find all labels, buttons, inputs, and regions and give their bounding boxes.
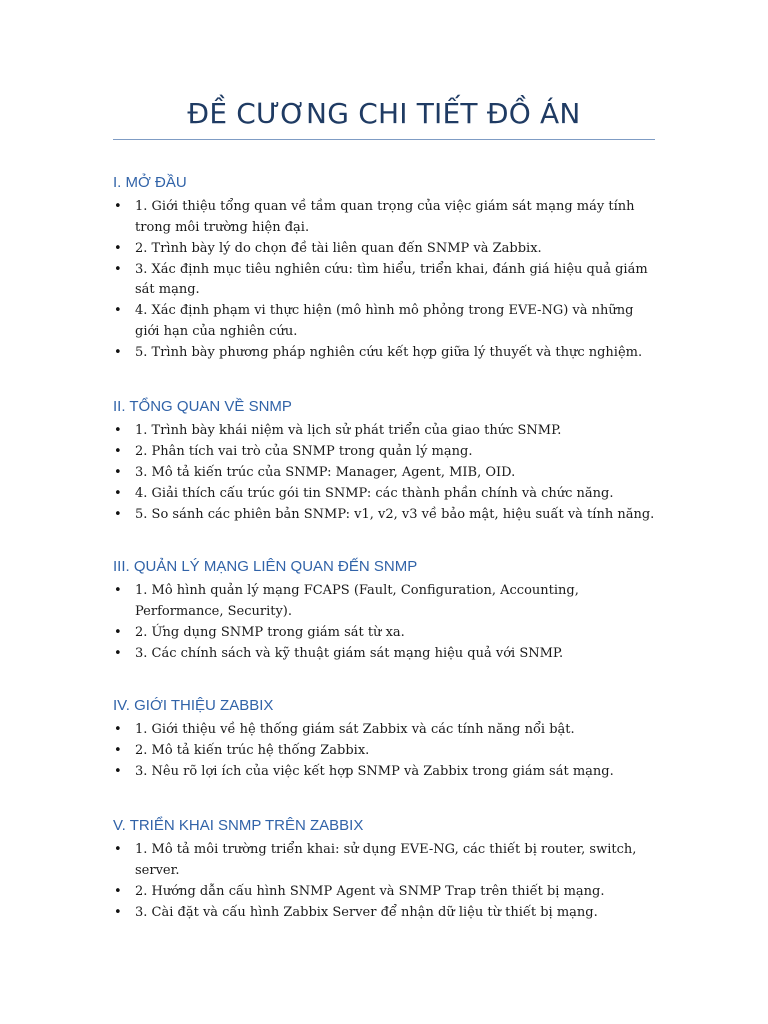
section-item-list [113,197,658,363]
list-item-text: 1. Trình bày khái niệm và lịch sử phát triển của giao thức SNMP. [135,423,562,438]
bullet-icon: • [114,199,122,214]
bullet-icon: • [114,764,122,779]
section-item-list [113,840,658,923]
list-item [113,882,658,903]
list-item-text: 1. Mô tả môi trường triển khai: sử dụng EVE-NG, các thiết bị router, switch, server. [135,842,637,878]
section-item-list [113,720,658,783]
bullet-icon: • [114,444,122,459]
document-title: ĐỀ CƯƠNG CHI TIẾT ĐỒ ÁN [187,97,581,130]
section-zabbix-intro [113,695,658,783]
list-item-text: 4. Giải thích cấu trúc gói tin SNMP: các thành phần chính và chức năng. [135,486,614,501]
list-item [113,197,658,238]
list-item-text: 3. Mô tả kiến trúc của SNMP: Manager, Agent, MIB, OID. [135,465,516,480]
list-item-text: 3. Xác định mục tiêu nghiên cứu: tìm hiểu, triển khai, đánh giá hiệu quả giám sát mạng. [135,261,648,297]
bullet-icon: • [114,743,122,758]
section-introduction [113,172,658,364]
title-divider [113,139,655,140]
bullet-icon: • [114,240,122,256]
list-item [113,442,658,463]
section-heading: IV. GIỚI THIỆU ZABBIX [113,697,274,714]
list-item-text: 5. So sánh các phiên bản SNMP: v1, v2, v3 về bảo mật, hiệu suất và tính năng. [135,507,655,522]
list-item [113,505,658,526]
list-item [113,343,658,364]
bullet-icon: • [114,645,122,661]
list-item [113,260,658,301]
list-item [113,741,658,762]
list-item [113,903,658,924]
bullet-icon: • [114,303,122,318]
list-item [113,301,658,342]
bullet-icon: • [114,583,122,598]
section-item-list [113,581,658,664]
bullet-icon: • [114,883,122,899]
list-item [113,581,658,622]
bullet-icon: • [114,842,122,857]
list-item-text: 2. Phân tích vai trò của SNMP trong quản lý mạng. [135,444,473,459]
section-snmp-deployment [113,815,658,924]
bullet-icon: • [114,624,122,640]
list-item [113,421,658,442]
bullet-icon: • [114,261,122,277]
bullet-icon: • [114,344,122,360]
list-item-text: 2. Trình bày lý do chọn đề tài liên quan đến SNMP và Zabbix. [135,240,542,256]
list-item [113,463,658,484]
bullet-icon: • [114,423,122,438]
section-item-list [113,421,658,526]
list-item [113,720,658,741]
list-item-text: 3. Các chính sách và kỹ thuật giám sát mạng hiệu quả với SNMP. [135,645,564,661]
bullet-icon: • [114,507,122,522]
list-item-text: 3. Cài đặt và cấu hình Zabbix Server để nhận dữ liệu từ thiết bị mạng. [135,904,598,920]
list-item [113,484,658,505]
list-item [113,840,658,881]
list-item-text: 1. Giới thiệu tổng quan về tầm quan trọng của việc giám sát mạng máy tính trong môi trường hiện đại. [135,199,635,235]
list-item-text: 2. Mô tả kiến trúc hệ thống Zabbix. [135,743,370,758]
list-item-text: 5. Trình bày phương pháp nghiên cứu kết hợp giữa lý thuyết và thực nghiệm. [135,344,643,360]
section-heading: V. TRIỂN KHAI SNMP TRÊN ZABBIX [113,817,364,834]
list-item [113,762,658,783]
section-heading: III. QUẢN LÝ MẠNG LIÊN QUAN ĐẾN SNMP [113,558,418,575]
list-item-text: 2. Hướng dẫn cấu hình SNMP Agent và SNMP Trap trên thiết bị mạng. [135,883,605,899]
list-item-text: 1. Mô hình quản lý mạng FCAPS (Fault, Configuration, Accounting, Performance, Security). [135,583,579,619]
list-item-text: 2. Ứng dụng SNMP trong giám sát từ xa. [135,624,405,640]
bullet-icon: • [114,722,122,737]
section-network-management [113,556,658,665]
section-heading: I. MỞ ĐẦU [113,174,187,191]
list-item [113,239,658,260]
list-item [113,623,658,644]
list-item-text: 3. Nêu rõ lợi ích của việc kết hợp SNMP và Zabbix trong giám sát mạng. [135,764,614,779]
bullet-icon: • [114,465,122,480]
section-snmp-overview [113,396,658,526]
bullet-icon: • [114,904,122,920]
bullet-icon: • [114,486,122,501]
list-item [113,644,658,665]
section-heading: II. TỔNG QUAN VỀ SNMP [113,398,292,415]
list-item-text: 1. Giới thiệu về hệ thống giám sát Zabbix và các tính năng nổi bật. [135,722,575,737]
list-item-text: 4. Xác định phạm vi thực hiện (mô hình mô phỏng trong EVE-NG) và những giới hạn của nghiên cứu. [135,303,634,339]
